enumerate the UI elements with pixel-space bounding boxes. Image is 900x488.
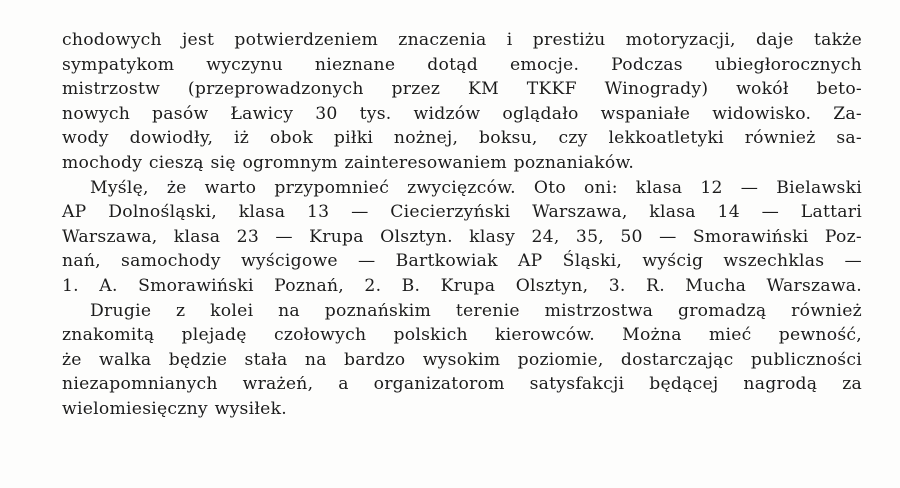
text-line: Warszawa, klasa 23 — Krupa Olsztyn. klasy 24, 35, 50 — Smorawiński Poz- bbox=[62, 226, 862, 247]
text-line: AP Dolnośląski, klasa 13 — Ciecierzyński Warszawa, klasa 14 — Lattari bbox=[62, 202, 862, 223]
text-line: wody dowiodły, iż obok piłki nożnej, boksu, czy lekkoatletyki również sa- bbox=[62, 128, 862, 149]
text-line: Drugie z kolei na poznańskim terenie mistrzostwa gromadzą również bbox=[90, 300, 862, 321]
text-line: że walka będzie stała na bardzo wysokim poziomie, dostarczając publiczności bbox=[62, 349, 862, 370]
text-line: sympatykom wyczynu nieznane dotąd emocje. Podczas ubiegłorocznych bbox=[62, 54, 862, 75]
paragraph-2 bbox=[62, 176, 862, 299]
text-line: Myślę, że warto przypomnieć zwycięzców. Oto oni: klasa 12 — Bielawski bbox=[90, 177, 862, 198]
text-line: mistrzostw (przeprowadzonych przez KM TKKF Winogrady) wokół beto- bbox=[62, 79, 862, 100]
text-line: znakomitą plejadę czołowych polskich kierowców. Można mieć pewność, bbox=[62, 325, 862, 346]
paragraph-3 bbox=[62, 299, 862, 422]
text-line: mochody cieszą się ogromnym zainteresowaniem poznaniaków. bbox=[62, 152, 635, 173]
text-line: wielomiesięczny wysiłek. bbox=[62, 398, 287, 419]
paragraph-1 bbox=[62, 28, 862, 176]
text-line: nowych pasów Ławicy 30 tys. widzów oglądało wspaniałe widowisko. Za- bbox=[62, 103, 862, 124]
text-line: niezapomnianych wrażeń, a organizatorom satysfakcji będącej nagrodą za bbox=[62, 374, 862, 395]
article-text bbox=[62, 28, 862, 422]
text-line: 1. A. Smorawiński Poznań, 2. B. Krupa Olsztyn, 3. R. Mucha Warszawa. bbox=[62, 275, 862, 296]
text-line: chodowych jest potwierdzeniem znaczenia i prestiżu motoryzacji, daje także bbox=[62, 30, 862, 50]
text-line: nań, samochody wyścigowe — Bartkowiak AP Śląski, wyścig wszechklas — bbox=[62, 251, 862, 272]
